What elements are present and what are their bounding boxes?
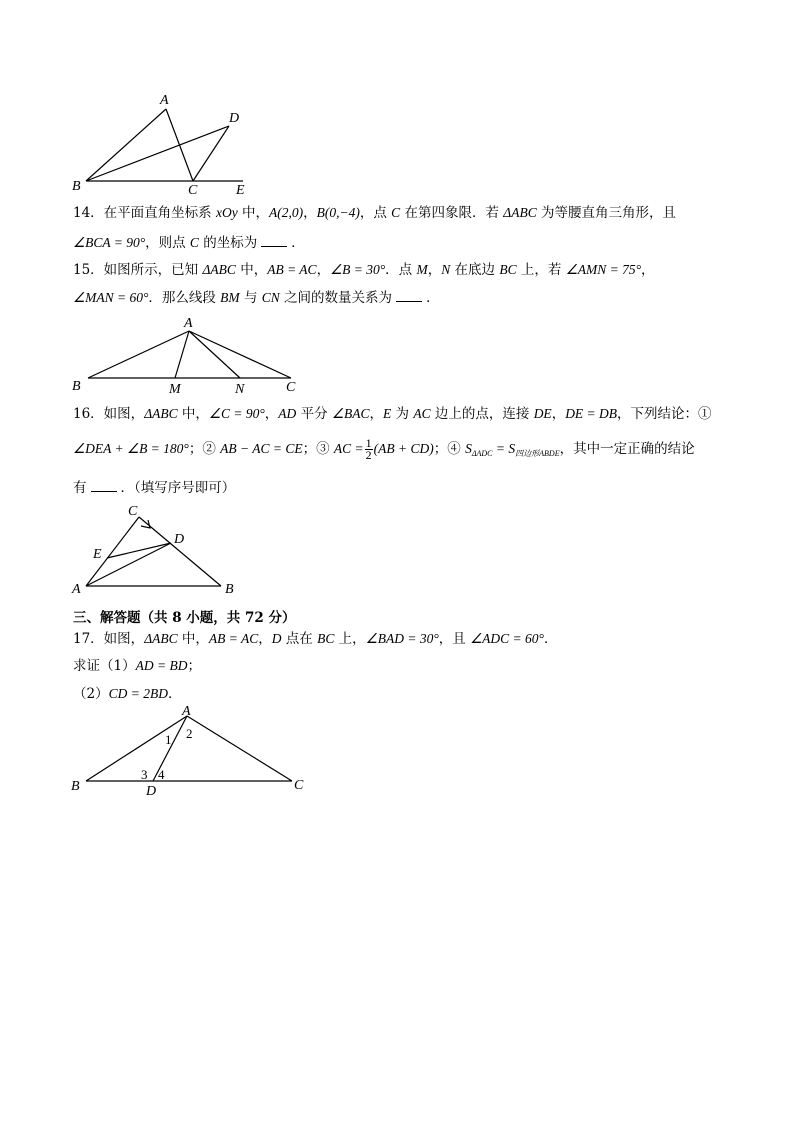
- label-D: D: [174, 532, 185, 547]
- label-B: B: [72, 379, 81, 394]
- label-A: A: [72, 582, 81, 597]
- label-B: B: [225, 582, 234, 597]
- figure-q17: [0, 700, 794, 800]
- label-C: C: [286, 380, 296, 395]
- q15-line2: ∠MAN = 60°．那么线段 BM 与 CN 之间的数量关系为 ．: [73, 290, 440, 306]
- label-A: A: [160, 93, 169, 108]
- label-M: M: [169, 382, 181, 397]
- q16-line1: 16．如图，ΔABC 中，∠C = 90°，AD 平分 ∠BAC，E 为 AC 边上的点，连接 DE，DE = DB，下列结论：①: [73, 406, 712, 422]
- q14-line2: ∠BCA = 90°，则点 C 的坐标为 ．: [73, 235, 305, 251]
- label-N: N: [235, 382, 245, 397]
- answer-blank-q14[interactable]: [261, 234, 287, 247]
- q17-line3: （2）CD = 2BD．: [73, 686, 182, 702]
- label-C: C: [128, 504, 138, 519]
- angle-label-2: 2: [186, 726, 193, 741]
- label-C: C: [294, 778, 304, 793]
- label-C: C: [188, 183, 198, 198]
- label-A: A: [184, 316, 193, 331]
- label-B: B: [72, 179, 81, 194]
- q16-line3: 有 ．（填写序号即可）: [73, 480, 236, 496]
- label-E: E: [236, 183, 245, 198]
- label-D: D: [229, 111, 240, 126]
- label-D: D: [146, 784, 157, 799]
- answer-blank-q16[interactable]: [91, 479, 117, 492]
- q17-line2: 求证（1）AD = BD；: [73, 658, 201, 674]
- figure-q13: [0, 0, 794, 200]
- figure-q16: [0, 500, 794, 600]
- figure-q15: [0, 310, 794, 400]
- q16-line2: ∠DEA + ∠B = 180°；② AB − AC = CE；③ AC = $\frac{1}{2}$ (AB + CD)；④ $S_{\Delta ADC} = S_{四边形ABDE}$，其中一定正确的结论: [73, 436, 695, 462]
- q15-line1: 15．如图所示，已知 ΔABC 中，AB = AC，∠B = 30°．点 M，N 在底边 BC 上，若 ∠AMN = 75°，: [73, 262, 655, 278]
- label-A: A: [182, 704, 191, 719]
- answer-blank-q15[interactable]: [396, 289, 422, 302]
- label-E: E: [93, 547, 102, 562]
- angle-label-1: 1: [165, 732, 172, 747]
- section-heading: 三、解答题（共 8 小题，共 72 分）: [73, 610, 296, 626]
- q17-line1: 17．如图，ΔABC 中，AB = AC，D 点在 BC 上，∠BAD = 30°，且 ∠ADC = 60°．: [73, 631, 558, 647]
- angle-label-4: 4: [158, 767, 165, 782]
- label-B: B: [71, 779, 80, 794]
- angle-label-3: 3: [141, 767, 148, 782]
- q14-line1: 14．在平面直角坐标系 xOy 中，A(2,0)，B(0,−4)，点 C 在第四象限．若 ΔABC 为等腰直角三角形，且: [73, 205, 676, 221]
- fraction-half: $\frac{1}{2}$: [365, 436, 372, 462]
